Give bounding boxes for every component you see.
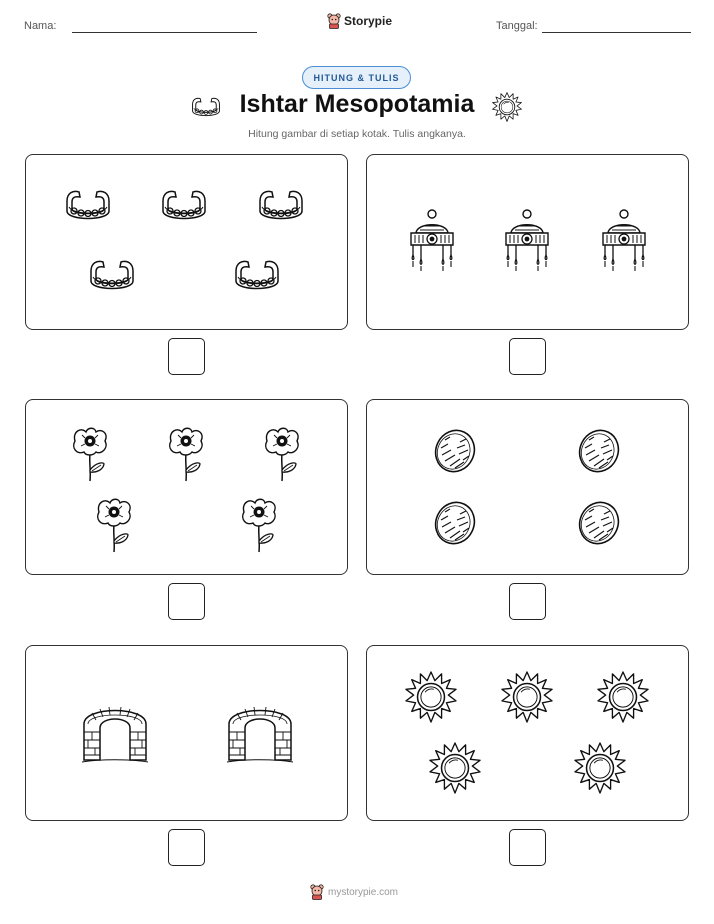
answer-box-seeds[interactable]	[509, 583, 546, 620]
ring-icon	[63, 185, 113, 225]
answer-box-arches[interactable]	[168, 829, 205, 866]
seed-icon	[433, 428, 477, 474]
seed-icon	[577, 500, 621, 546]
mascot-icon	[327, 13, 341, 29]
ring-icon	[159, 185, 209, 225]
seed-icon	[433, 500, 477, 546]
stone-arch-icon	[225, 700, 295, 764]
page-title: Ishtar Mesopotamia	[239, 90, 475, 118]
poppy-flower-icon	[166, 426, 206, 482]
poppy-flower-icon	[94, 497, 134, 553]
footer-site-link[interactable]: mystorypie.com	[328, 886, 399, 898]
sun-icon	[597, 671, 649, 723]
poppy-flower-icon	[239, 497, 279, 553]
answer-box-rings[interactable]	[168, 338, 205, 375]
crown-icon	[502, 209, 552, 275]
seed-icon	[577, 428, 621, 474]
poppy-flower-icon	[70, 426, 110, 482]
name-label: Nama:	[24, 20, 57, 32]
sun-icon	[405, 671, 457, 723]
answer-box-suns[interactable]	[509, 829, 546, 866]
crown-icon	[599, 209, 649, 275]
footer	[310, 884, 398, 900]
instruction-text: Hitung gambar di setiap kotak. Tulis angkanya.	[248, 128, 466, 140]
ring-icon	[256, 185, 306, 225]
brand-logo	[327, 13, 392, 29]
answer-box-crowns[interactable]	[509, 338, 546, 375]
count-panel-rings	[25, 154, 348, 330]
name-line[interactable]	[72, 32, 257, 33]
stone-arch-icon	[80, 700, 150, 764]
count-panel-arches	[25, 645, 348, 821]
poppy-flower-icon	[262, 426, 302, 482]
category-badge: HITUNG & TULIS	[302, 66, 411, 89]
ring-icon	[87, 255, 137, 295]
count-panel-crowns	[366, 154, 689, 330]
sun-icon	[492, 92, 522, 122]
date-label: Tanggal:	[496, 20, 538, 32]
count-panel-suns	[366, 645, 689, 821]
ring-icon	[232, 255, 282, 295]
sun-icon	[574, 742, 626, 794]
count-panel-poppies	[25, 399, 348, 575]
mascot-icon	[310, 884, 324, 900]
sun-icon	[429, 742, 481, 794]
answer-box-poppies[interactable]	[168, 583, 205, 620]
sun-icon	[501, 671, 553, 723]
crown-icon	[407, 209, 457, 275]
brand-name: Storypie	[344, 14, 393, 28]
count-panel-seeds	[366, 399, 689, 575]
date-line[interactable]	[542, 32, 691, 33]
